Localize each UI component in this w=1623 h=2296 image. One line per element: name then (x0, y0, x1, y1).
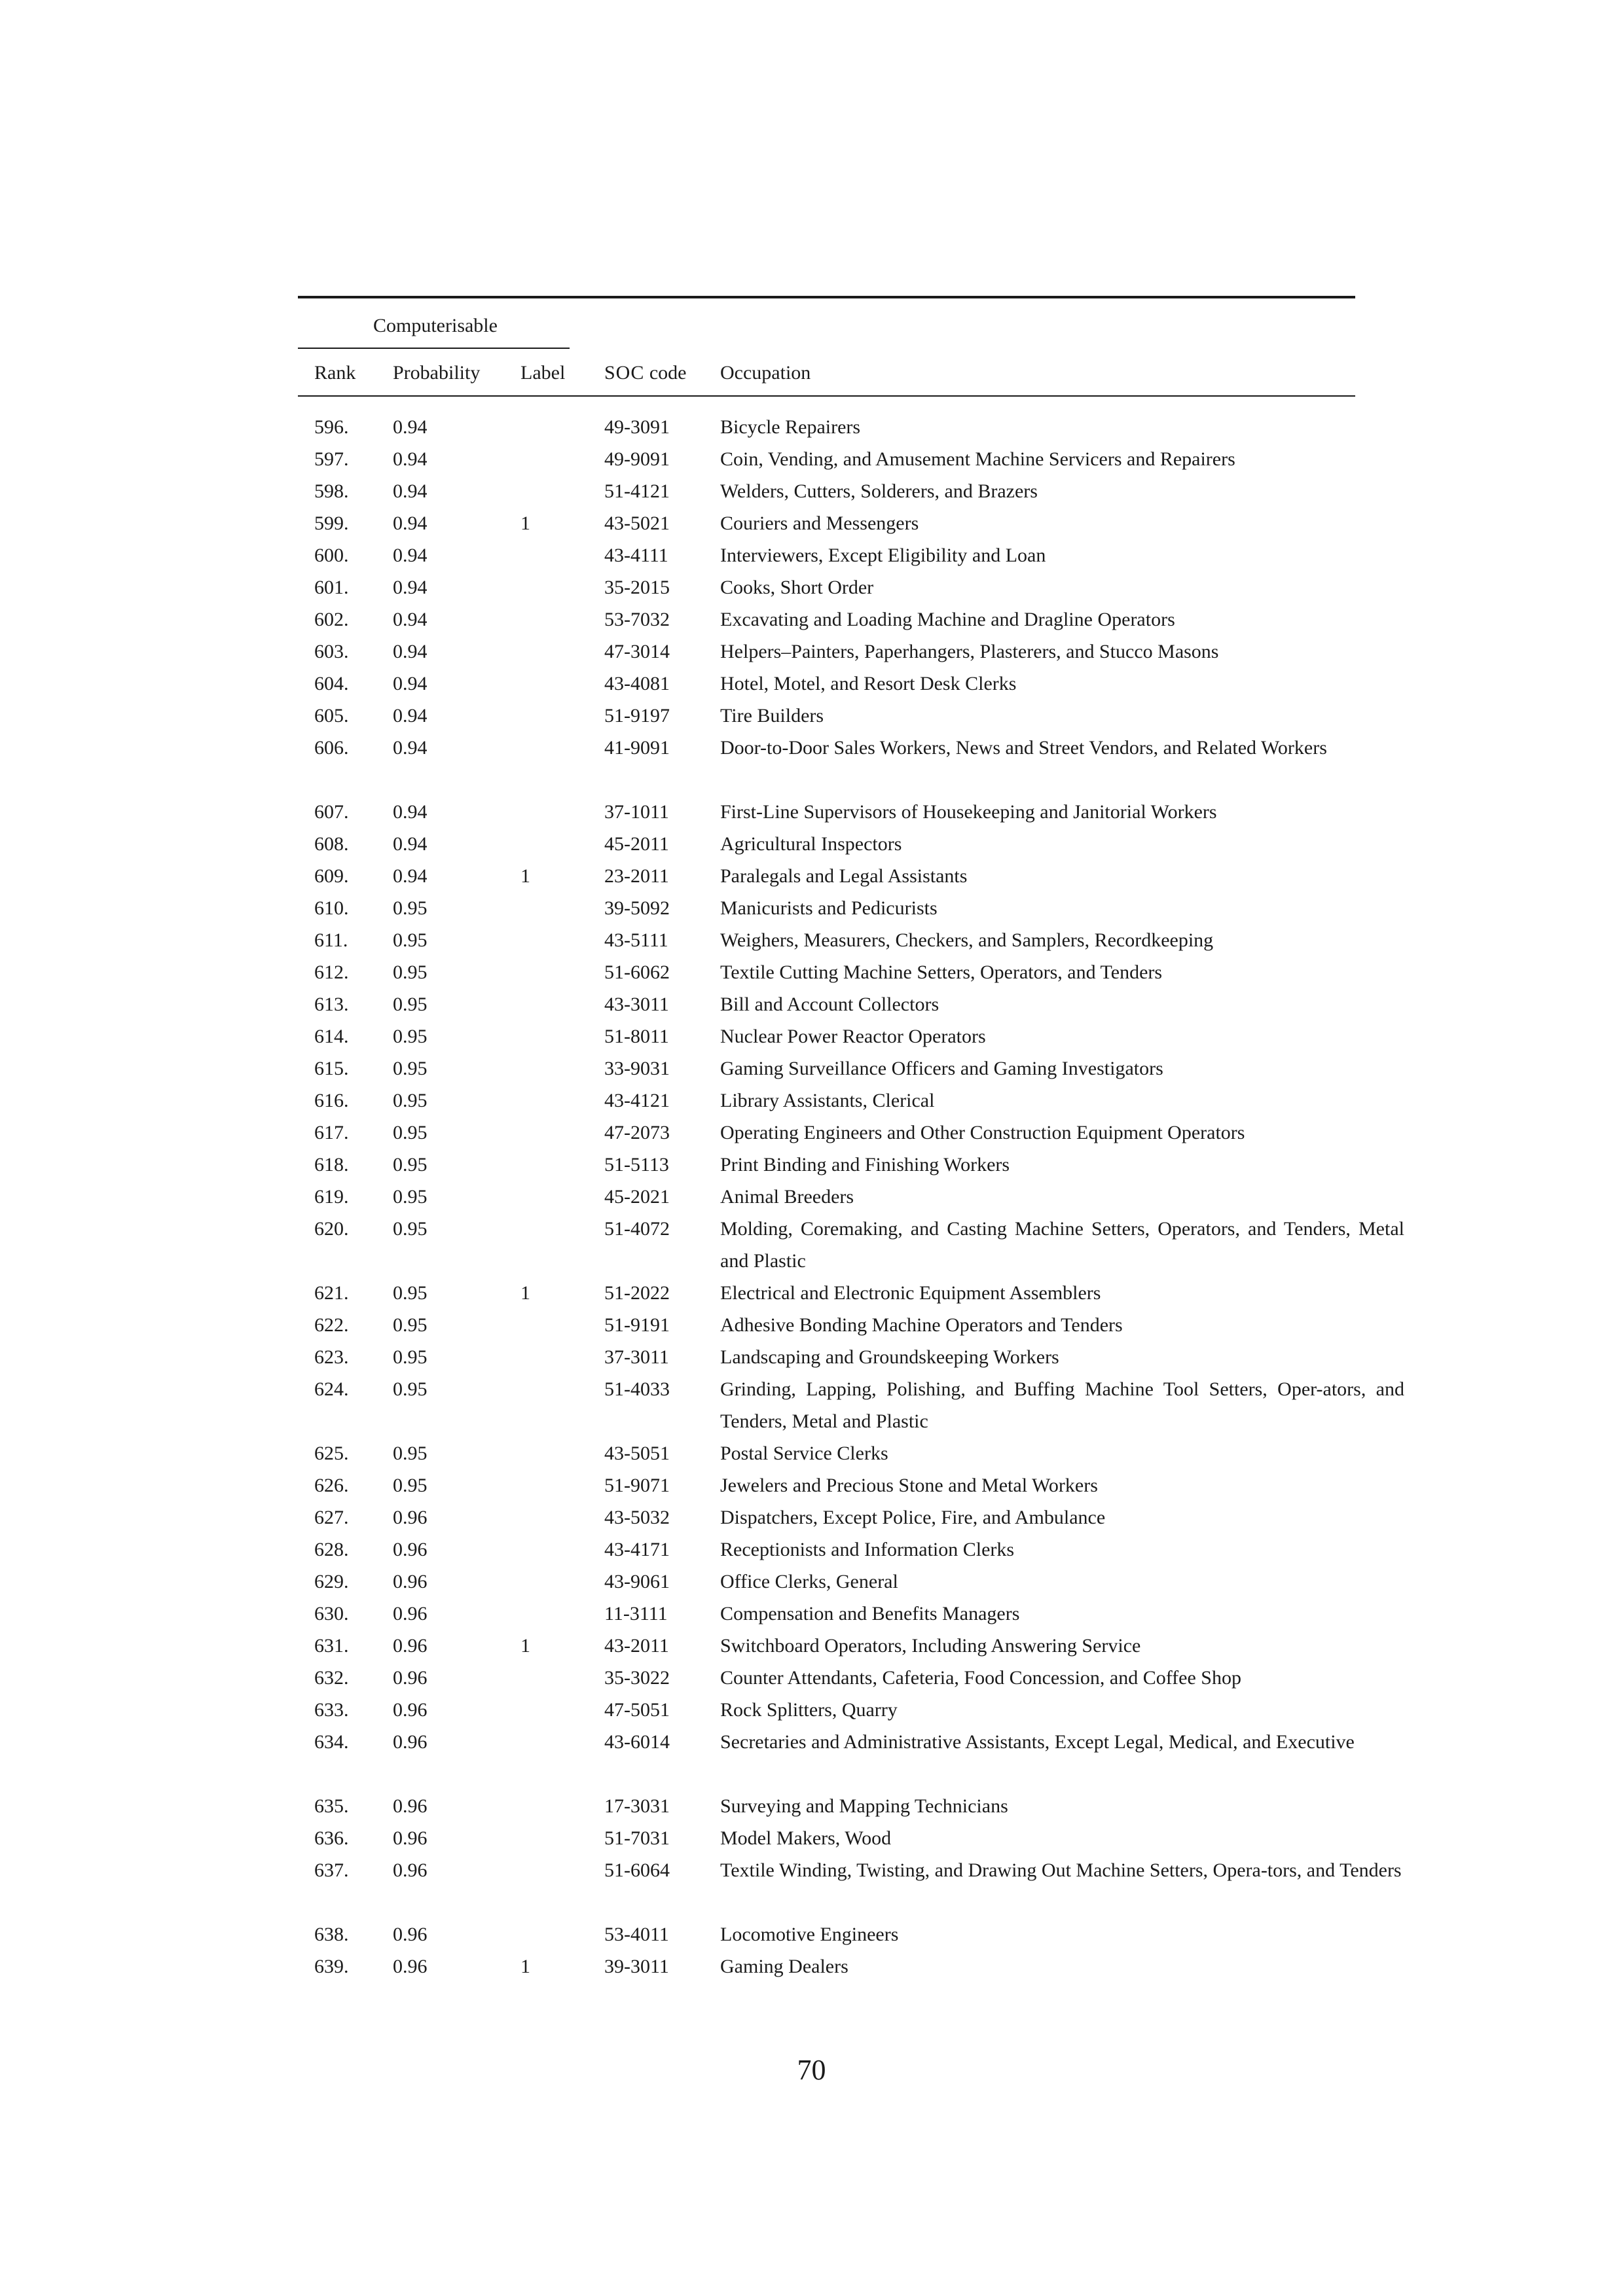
soc-code-cell: 43-6014 (604, 1731, 670, 1753)
soc-code-cell: 51-9071 (604, 1475, 670, 1496)
probability-cell: 0.94 (393, 448, 428, 470)
occupation-cell: Molding, Coremaking, and Casting Machine Setters, Operators, and Tenders, Metal and Plastic (720, 1218, 1404, 1272)
occupation-cell: Cooks, Short Order (720, 577, 874, 598)
occupation-cell: Dispatchers, Except Police, Fire, and Ambulance (720, 1507, 1106, 1528)
soc-code-cell: 51-8011 (604, 1026, 669, 1047)
probability-cell: 0.94 (393, 705, 428, 726)
occupation-cell: Interviewers, Except Eligibility and Loan (720, 545, 1046, 566)
occupation-cell: Operating Engineers and Other Construction Equipment Operators (720, 1122, 1245, 1143)
probability-cell: 0.95 (393, 1154, 428, 1175)
table-row (298, 1662, 1355, 1694)
probability-cell: 0.95 (393, 1090, 428, 1111)
column-header-label: Label (520, 362, 566, 384)
probability-cell: 0.96 (393, 1539, 428, 1560)
table-row (298, 1469, 1355, 1501)
soc-code-cell: 53-4011 (604, 1924, 669, 1945)
probability-cell: 0.94 (393, 673, 428, 694)
rank-cell: 614. (314, 1026, 349, 1047)
probability-cell: 0.96 (393, 1667, 428, 1689)
occupation-cell: Weighers, Measurers, Checkers, and Samplers, Recordkeeping (720, 929, 1214, 951)
table-row (298, 1598, 1355, 1630)
soc-code-cell: 43-4081 (604, 673, 670, 694)
probability-cell: 0.96 (393, 1956, 428, 1977)
probability-cell: 0.95 (393, 1218, 428, 1240)
soc-code-cell: 41-9091 (604, 737, 670, 759)
table-row (298, 443, 1355, 475)
probability-cell: 0.95 (393, 1475, 428, 1496)
probability-cell: 0.96 (393, 1827, 428, 1849)
occupation-cell: Textile Winding, Twisting, and Drawing Out Machine Setters, Opera-tors, and Tenders (720, 1859, 1402, 1881)
occupation-cell: Electrical and Electronic Equipment Assemblers (720, 1282, 1101, 1304)
probability-cell: 0.96 (393, 1635, 428, 1657)
probability-cell: 0.94 (393, 577, 428, 598)
table-row (298, 1630, 1355, 1662)
soc-code-cell: 17-3031 (604, 1795, 670, 1817)
rank-cell: 618. (314, 1154, 349, 1175)
table-row (298, 1309, 1355, 1341)
rank-cell: 605. (314, 705, 349, 726)
occupation-cell: Gaming Dealers (720, 1956, 848, 1977)
rank-cell: 622. (314, 1314, 349, 1336)
occupation-cell: Couriers and Messengers (720, 512, 919, 534)
table-row (298, 539, 1355, 571)
rank-cell: 620. (314, 1218, 349, 1240)
rank-cell: 616. (314, 1090, 349, 1111)
soc-code-cell: 47-2073 (604, 1122, 670, 1143)
probability-cell: 0.96 (393, 1507, 428, 1528)
occupation-cell: Bill and Account Collectors (720, 994, 939, 1015)
rank-cell: 619. (314, 1186, 349, 1208)
probability-cell: 0.96 (393, 1795, 428, 1817)
soc-code-cell: 43-2011 (604, 1635, 669, 1657)
probability-cell: 0.95 (393, 1026, 428, 1047)
soc-code-word: code (644, 362, 687, 384)
probability-cell: 0.95 (393, 1443, 428, 1464)
table-row (298, 668, 1355, 700)
probability-cell: 0.95 (393, 929, 428, 951)
probability-cell: 0.94 (393, 609, 428, 630)
rank-cell: 624. (314, 1378, 349, 1400)
table-row (298, 1822, 1355, 1854)
table-row (298, 411, 1355, 443)
table-row (298, 1181, 1355, 1213)
table-row (298, 828, 1355, 860)
soc-code-cell: 43-4121 (604, 1090, 670, 1111)
probability-cell: 0.95 (393, 1314, 428, 1336)
rank-cell: 596. (314, 416, 349, 438)
soc-code-cell: 23-2011 (604, 865, 669, 887)
group-header (298, 298, 1355, 350)
occupation-cell: Print Binding and Finishing Workers (720, 1154, 1010, 1175)
soc-code-cell: 51-4121 (604, 480, 670, 502)
occupation-cell: Jewelers and Precious Stone and Metal Workers (720, 1475, 1098, 1496)
rank-cell: 606. (314, 737, 349, 759)
table-row (298, 1117, 1355, 1149)
soc-code-cell: 51-6062 (604, 961, 670, 983)
soc-code-cell: 49-3091 (604, 416, 670, 438)
soc-code-cell: 51-4033 (604, 1378, 670, 1400)
table-row (298, 1052, 1355, 1085)
probability-cell: 0.95 (393, 961, 428, 983)
occupation-cell: Gaming Surveillance Officers and Gaming Investigators (720, 1058, 1163, 1079)
soc-code-cell: 43-4171 (604, 1539, 670, 1560)
probability-cell: 0.95 (393, 1186, 428, 1208)
table-row (298, 1149, 1355, 1181)
rank-cell: 597. (314, 448, 349, 470)
probability-cell: 0.95 (393, 994, 428, 1015)
rank-cell: 608. (314, 833, 349, 855)
rank-cell: 639. (314, 1956, 349, 1977)
occupation-cell: Locomotive Engineers (720, 1924, 899, 1945)
rank-cell: 609. (314, 865, 349, 887)
table-row (298, 636, 1355, 668)
rank-cell: 638. (314, 1924, 349, 1945)
table-row (298, 1020, 1355, 1052)
rank-cell: 603. (314, 641, 349, 662)
probability-cell: 0.94 (393, 545, 428, 566)
soc-code-cell: 11-3111 (604, 1603, 668, 1624)
probability-cell: 0.94 (393, 512, 428, 534)
rank-cell: 623. (314, 1346, 349, 1368)
table-row (298, 796, 1355, 828)
group-header-rule (298, 348, 570, 349)
table-row (298, 1213, 1404, 1277)
occupation-cell: Secretaries and Administrative Assistants, Except Legal, Medical, and Executive (720, 1731, 1355, 1753)
soc-code-cell: 51-6064 (604, 1859, 670, 1881)
soc-code-cell: 35-3022 (604, 1667, 670, 1689)
table-row (298, 1566, 1355, 1598)
page-number: 70 (797, 2054, 826, 2086)
occupation-cell: Excavating and Loading Machine and Dragline Operators (720, 609, 1175, 630)
label-cell: 1 (520, 1635, 530, 1657)
soc-code-cell: 43-5021 (604, 512, 670, 534)
soc-code-cell: 45-2021 (604, 1186, 670, 1208)
soc-code-cell: 43-5111 (604, 929, 668, 951)
occupation-cell: Rock Splitters, Quarry (720, 1699, 898, 1721)
rank-cell: 629. (314, 1571, 349, 1592)
soc-code-cell: 43-9061 (604, 1571, 670, 1592)
occupation-cell: Counter Attendants, Cafeteria, Food Concession, and Coffee Shop (720, 1667, 1241, 1689)
soc-code-cell: 43-4111 (604, 545, 668, 566)
probability-cell: 0.96 (393, 1859, 428, 1881)
rank-cell: 602. (314, 609, 349, 630)
table-row (298, 603, 1355, 636)
soc-code-cell: 51-9197 (604, 705, 670, 726)
rank-cell: 611. (314, 929, 348, 951)
soc-code-cell: 53-7032 (604, 609, 670, 630)
probability-cell: 0.95 (393, 1282, 428, 1304)
occupation-cell: Coin, Vending, and Amusement Machine Servicers and Repairers (720, 448, 1235, 470)
rank-cell: 604. (314, 673, 349, 694)
soc-code-cell: 33-9031 (604, 1058, 670, 1079)
occupation-table (298, 296, 1404, 1982)
probability-cell: 0.96 (393, 1699, 428, 1721)
rank-cell: 633. (314, 1699, 349, 1721)
probability-cell: 0.96 (393, 1924, 428, 1945)
table-row (298, 892, 1355, 924)
table-row (298, 1437, 1355, 1469)
soc-code-cell: 51-2022 (604, 1282, 670, 1304)
occupation-cell: Manicurists and Pedicurists (720, 897, 938, 919)
occupation-cell: Compensation and Benefits Managers (720, 1603, 1020, 1624)
occupation-cell: Tire Builders (720, 705, 824, 726)
table-row (298, 507, 1355, 539)
table-body (298, 397, 1404, 1982)
soc-code-cell: 39-5092 (604, 897, 670, 919)
table-row (298, 475, 1355, 507)
rank-cell: 599. (314, 512, 349, 534)
label-cell: 1 (520, 1282, 530, 1304)
soc-code-cell: 37-3011 (604, 1346, 669, 1368)
label-cell: 1 (520, 1956, 530, 1977)
soc-abbrev: SOC (604, 362, 645, 384)
probability-cell: 0.94 (393, 737, 428, 759)
table-row (298, 1790, 1355, 1822)
soc-code-cell: 37-1011 (604, 801, 669, 823)
group-header-label: Computerisable (373, 315, 498, 336)
rank-cell: 635. (314, 1795, 349, 1817)
soc-code-cell: 51-5113 (604, 1154, 669, 1175)
rank-cell: 615. (314, 1058, 349, 1079)
rank-cell: 637. (314, 1859, 349, 1881)
table-row (298, 1694, 1355, 1726)
rank-cell: 630. (314, 1603, 349, 1624)
table-row (298, 1726, 1355, 1790)
occupation-cell: Bicycle Repairers (720, 416, 861, 438)
occupation-cell: Surveying and Mapping Technicians (720, 1795, 1008, 1817)
occupation-cell: Library Assistants, Clerical (720, 1090, 935, 1111)
rank-cell: 607. (314, 801, 349, 823)
probability-cell: 0.94 (393, 801, 428, 823)
rank-cell: 631. (314, 1635, 349, 1657)
table-row (298, 956, 1355, 988)
rank-cell: 612. (314, 961, 349, 983)
probability-cell: 0.95 (393, 1058, 428, 1079)
column-header-soc-code (604, 361, 687, 385)
occupation-cell: Office Clerks, General (720, 1571, 898, 1592)
occupation-cell: Landscaping and Groundskeeping Workers (720, 1346, 1059, 1368)
rank-cell: 601. (314, 577, 349, 598)
probability-cell: 0.95 (393, 1346, 428, 1368)
occupation-cell: Grinding, Lapping, Polishing, and Buffing Machine Tool Setters, Oper-ators, and Tenders, Metal and Plastic (720, 1378, 1404, 1432)
rank-cell: 600. (314, 545, 349, 566)
table-row (298, 924, 1355, 956)
occupation-cell: Postal Service Clerks (720, 1443, 888, 1464)
rank-cell: 598. (314, 480, 349, 502)
soc-code-cell: 43-5051 (604, 1443, 670, 1464)
soc-code-cell: 43-3011 (604, 994, 669, 1015)
table-row (298, 1277, 1355, 1309)
occupation-cell: Switchboard Operators, Including Answering Service (720, 1635, 1141, 1657)
rank-cell: 617. (314, 1122, 349, 1143)
soc-code-cell: 43-5032 (604, 1507, 670, 1528)
column-header-probability: Probability (393, 362, 481, 384)
probability-cell: 0.95 (393, 1122, 428, 1143)
table-row (298, 732, 1355, 796)
column-header-row (298, 350, 1355, 395)
occupation-cell: Paralegals and Legal Assistants (720, 865, 968, 887)
table-row (298, 1373, 1404, 1437)
soc-code-cell: 51-9191 (604, 1314, 670, 1336)
rank-cell: 610. (314, 897, 349, 919)
rank-cell: 628. (314, 1539, 349, 1560)
probability-cell: 0.96 (393, 1571, 428, 1592)
soc-code-cell: 51-4072 (604, 1218, 670, 1240)
occupation-cell: Adhesive Bonding Machine Operators and Tenders (720, 1314, 1123, 1336)
rank-cell: 627. (314, 1507, 349, 1528)
table-row (298, 1534, 1355, 1566)
soc-code-cell: 51-7031 (604, 1827, 670, 1849)
table-row (298, 1854, 1402, 1918)
table-row (298, 860, 1355, 892)
probability-cell: 0.94 (393, 833, 428, 855)
soc-code-cell: 47-5051 (604, 1699, 670, 1721)
occupation-cell: Model Makers, Wood (720, 1827, 892, 1849)
rank-cell: 636. (314, 1827, 349, 1849)
table-row (298, 700, 1355, 732)
table-row (298, 1341, 1355, 1373)
probability-cell: 0.96 (393, 1731, 428, 1753)
probability-cell: 0.94 (393, 416, 428, 438)
occupation-cell: Door-to-Door Sales Workers, News and Street Vendors, and Related Workers (720, 737, 1327, 759)
soc-code-cell: 35-2015 (604, 577, 670, 598)
rank-cell: 625. (314, 1443, 349, 1464)
occupation-cell: Nuclear Power Reactor Operators (720, 1026, 986, 1047)
occupation-cell: Hotel, Motel, and Resort Desk Clerks (720, 673, 1017, 694)
table-row (298, 1085, 1355, 1117)
probability-cell: 0.94 (393, 480, 428, 502)
soc-code-cell: 45-2011 (604, 833, 669, 855)
table-row (298, 1501, 1355, 1534)
occupation-cell: First-Line Supervisors of Housekeeping and Janitorial Workers (720, 801, 1217, 823)
probability-cell: 0.95 (393, 1378, 428, 1400)
probability-cell: 0.94 (393, 641, 428, 662)
column-header-rank: Rank (314, 362, 356, 384)
probability-cell: 0.95 (393, 897, 428, 919)
table-row (298, 1950, 1355, 1982)
table-row (298, 1918, 1355, 1950)
soc-code-cell: 49-9091 (604, 448, 670, 470)
occupation-cell: Agricultural Inspectors (720, 833, 902, 855)
label-cell: 1 (520, 512, 530, 534)
probability-cell: 0.94 (393, 865, 428, 887)
rank-cell: 613. (314, 994, 349, 1015)
table-row (298, 988, 1355, 1020)
probability-cell: 0.96 (393, 1603, 428, 1624)
occupation-cell: Receptionists and Information Clerks (720, 1539, 1015, 1560)
rank-cell: 632. (314, 1667, 349, 1689)
occupation-cell: Welders, Cutters, Solderers, and Brazers (720, 480, 1038, 502)
rank-cell: 634. (314, 1731, 349, 1753)
occupation-cell: Animal Breeders (720, 1186, 854, 1208)
soc-code-cell: 39-3011 (604, 1956, 669, 1977)
occupation-cell: Textile Cutting Machine Setters, Operators, and Tenders (720, 961, 1163, 983)
column-header-occupation: Occupation (720, 362, 811, 384)
occupation-cell: Helpers–Painters, Paperhangers, Plasterers, and Stucco Masons (720, 641, 1219, 662)
soc-code-cell: 47-3014 (604, 641, 670, 662)
table-row (298, 571, 1355, 603)
label-cell: 1 (520, 865, 530, 887)
rank-cell: 621. (314, 1282, 349, 1304)
rank-cell: 626. (314, 1475, 349, 1496)
